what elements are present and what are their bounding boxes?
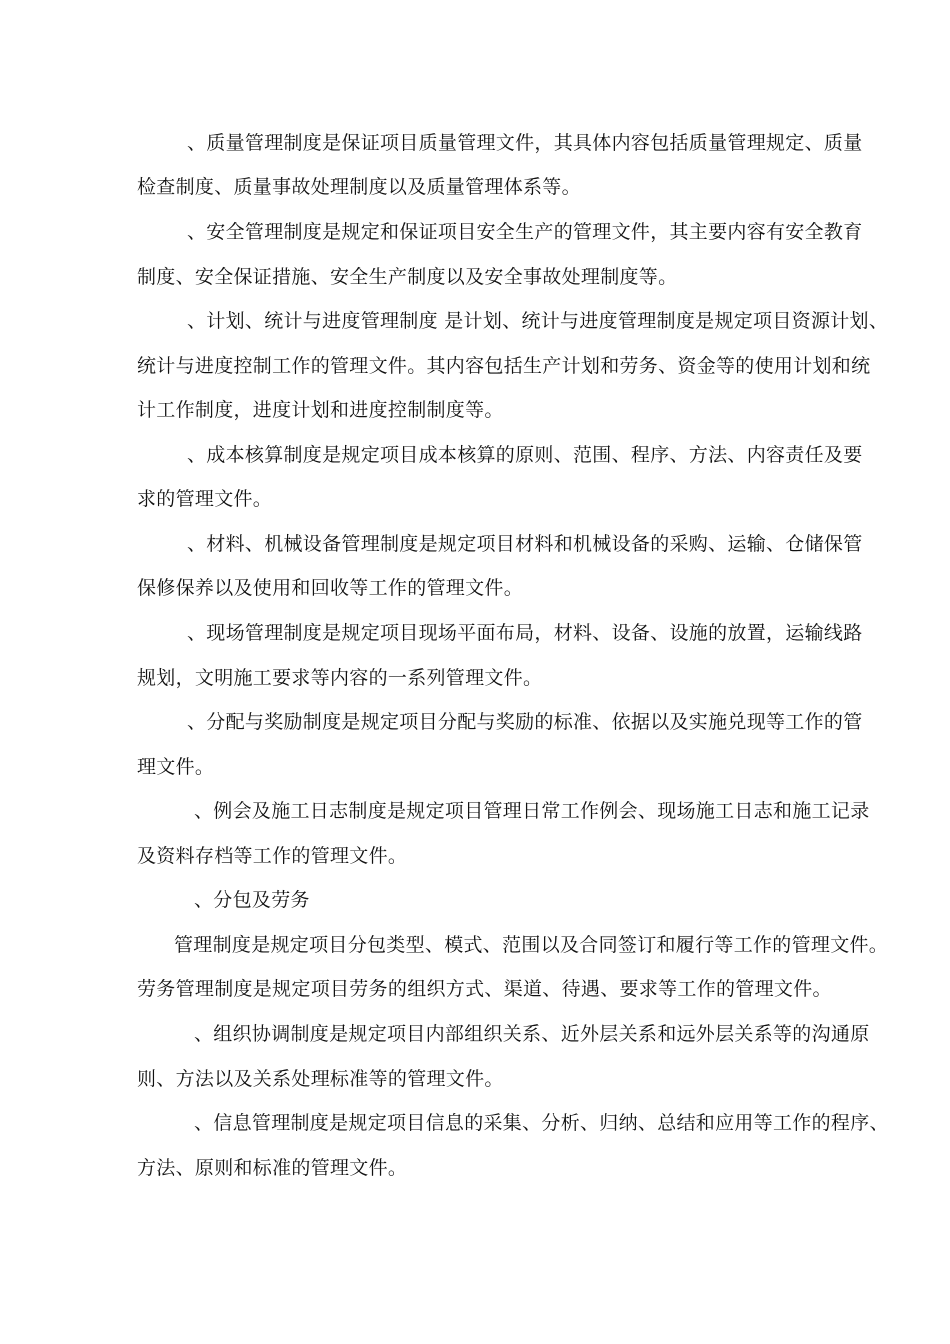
text-line: 、分配与奖励制度是规定项目分配与奖励的标准、依据以及实施兑现等工作的管	[187, 711, 863, 733]
text-line: 劳务管理制度是规定项目劳务的组织方式、渠道、待遇、要求等工作的管理文件。	[137, 978, 832, 1000]
text-line: 、分包及劳务	[194, 889, 310, 911]
text-line: 、安全管理制度是规定和保证项目安全生产的管理文件，其主要内容有安全教育	[187, 221, 863, 243]
text-line: 统计与进度控制工作的管理文件。其内容包括生产计划和劳务、资金等的使用计划和统	[137, 355, 871, 377]
text-line: 方法、原则和标准的管理文件。	[137, 1157, 408, 1179]
text-line: 检查制度、质量事故处理制度以及质量管理体系等。	[137, 176, 581, 198]
text-line: 理文件。	[137, 756, 215, 778]
text-line: 求的管理文件。	[137, 488, 273, 510]
text-line: 、成本核算制度是规定项目成本核算的原则、范围、程序、方法、内容责任及要	[187, 444, 863, 466]
text-line: 计工作制度，进度计划和进度控制制度等。	[137, 399, 504, 421]
text-line: 管理制度是规定项目分包类型、模式、范围以及合同签订和履行等工作的管理文件。	[174, 934, 889, 956]
text-line: 制度、安全保证措施、安全生产制度以及安全事故处理制度等。	[137, 266, 678, 288]
text-line: 、现场管理制度是规定项目现场平面布局，材料、设备、设施的放置，运输线路	[187, 622, 863, 644]
text-line: 及资料存档等工作的管理文件。	[137, 845, 408, 867]
text-line: 、例会及施工日志制度是规定项目管理日常工作例会、现场施工日志和施工记录	[194, 800, 870, 822]
text-line: 、组织协调制度是规定项目内部组织关系、近外层关系和远外层关系等的沟通原	[194, 1023, 870, 1045]
text-line: 、计划、统计与进度管理制度 是计划、统计与进度管理制度是规定项目资源计划、	[187, 310, 889, 332]
text-line: 、材料、机械设备管理制度是规定项目材料和机械设备的采购、运输、仓储保管	[187, 533, 863, 555]
text-line: 、质量管理制度是保证项目质量管理文件，其具体内容包括质量管理规定、质量	[187, 132, 863, 154]
text-line: 、信息管理制度是规定项目信息的采集、分析、归纳、总结和应用等工作的程序、	[194, 1112, 889, 1134]
text-line: 保修保养以及使用和回收等工作的管理文件。	[137, 577, 524, 599]
text-line: 规划，文明施工要求等内容的一系列管理文件。	[137, 667, 543, 689]
text-line: 则、方法以及关系处理标准等的管理文件。	[137, 1068, 504, 1090]
